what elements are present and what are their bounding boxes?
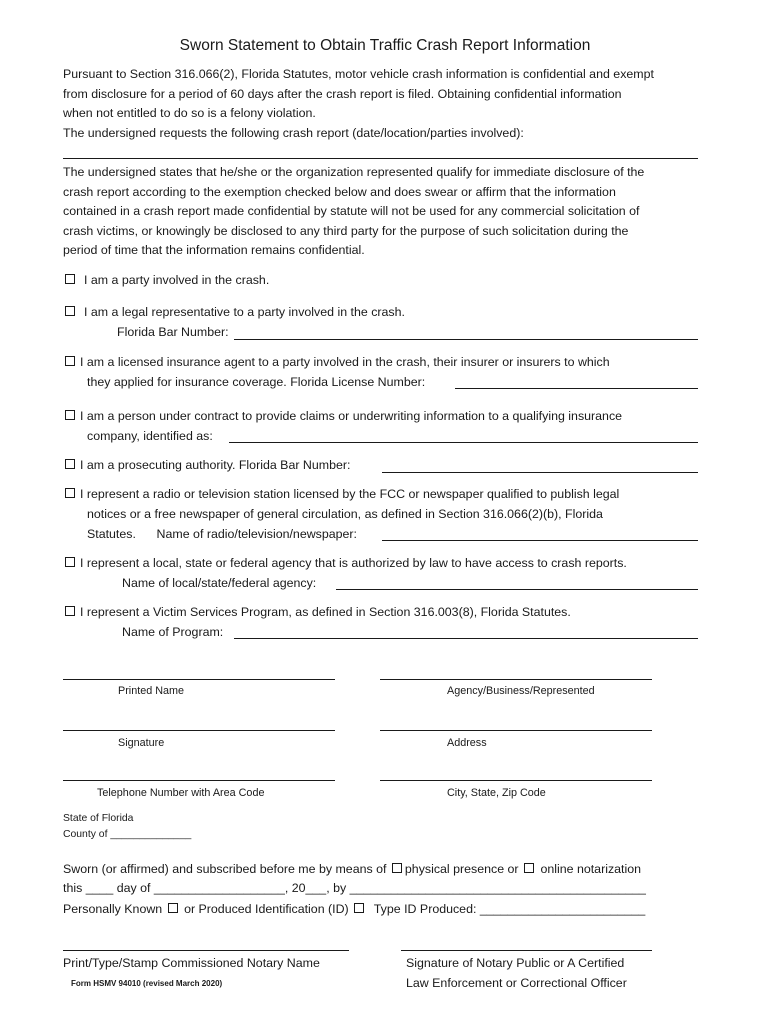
notary-signature-caption-1: Signature of Notary Public or A Certified: [406, 956, 625, 970]
form-number: Form HSMV 94010 (revised March 2020): [71, 979, 223, 988]
victim-checkbox[interactable]: [65, 606, 75, 616]
physical-presence-checkbox[interactable]: [392, 863, 402, 873]
insurance-label: I am a licensed insurance agent to a party involved in the crash, their insurer or insurers to which: [80, 355, 610, 369]
agency-represented-field[interactable]: [380, 679, 652, 680]
venue-county: County of ______________: [63, 829, 192, 840]
victim-label: I represent a Victim Services Program, as defined in Section 316.003(8), Florida Statutes.: [80, 605, 571, 619]
address-field[interactable]: [380, 730, 652, 731]
declaration-line: period of time that the information remains confidential.: [63, 243, 365, 258]
legal-label: I am a legal representative to a party involved in the crash.: [84, 305, 405, 319]
media-line-2: notices or a free newspaper of general circulation, as defined in Section 316.066(2)(b), Florida: [87, 507, 603, 521]
option-media: [65, 487, 619, 501]
notary-name-caption: Print/Type/Stamp Commissioned Notary Name: [63, 956, 320, 970]
party-checkbox[interactable]: [65, 274, 75, 284]
media-name-label: Statutes. Name of radio/television/newspaper:: [87, 527, 357, 541]
option-victim: [65, 605, 571, 619]
prosecuting-bar-number-field[interactable]: [382, 472, 698, 473]
florida-license-label: they applied for insurance coverage. Florida License Number:: [87, 375, 426, 389]
option-legal: [65, 305, 405, 319]
florida-bar-number-label: Florida Bar Number:: [117, 325, 229, 339]
option-insurance: [65, 355, 610, 369]
city-caption: City, State, Zip Code: [447, 787, 546, 799]
printed-name-caption: Printed Name: [118, 685, 185, 697]
produced-id-text: or Produced Identification (ID): [180, 902, 353, 916]
form-title: Sworn Statement to Obtain Traffic Crash Report Information: [179, 37, 591, 54]
declaration-line: crash report according to the exemption checked below and does swear or affirm that the information: [63, 184, 616, 199]
personally-known-text: Personally Known: [63, 902, 166, 916]
city-state-zip-field[interactable]: [380, 780, 652, 781]
declaration-line: The undersigned states that he/she or the organization represented qualify for immediate disclosure of the: [63, 165, 645, 179]
program-name-field[interactable]: [234, 638, 698, 639]
prosecuting-label: I am a prosecuting authority. Florida Bar Number:: [80, 458, 351, 472]
florida-bar-number-field[interactable]: [234, 339, 698, 340]
media-checkbox[interactable]: [65, 488, 75, 498]
online-notarization-checkbox[interactable]: [524, 863, 534, 873]
declaration-line: crash victims, or knowingly be disclosed to any third party for the purpose of such solicitation during the: [63, 223, 629, 238]
produced-id-checkbox[interactable]: [354, 903, 364, 913]
sworn-line: [63, 862, 641, 876]
option-contract: [65, 409, 622, 423]
declaration-line: contained in a crash report made confidential by statute will not be used for any commercial solicitation of: [63, 204, 640, 219]
media-name-field[interactable]: [382, 540, 698, 541]
intro-line: The undersigned requests the following crash report (date/location/parties involved):: [63, 125, 524, 140]
signature-caption: Signature: [118, 737, 165, 749]
company-identified-label: company, identified as:: [87, 429, 213, 443]
notary-signature-caption-2: Law Enforcement or Correctional Officer: [406, 976, 627, 990]
option-prosecuting: [65, 458, 350, 472]
intro-paragraph: [63, 65, 654, 143]
notary-signature-field[interactable]: [401, 950, 652, 951]
declaration-paragraph: [63, 163, 644, 261]
insurance-checkbox[interactable]: [65, 356, 75, 366]
option-agency: [65, 556, 627, 570]
signature-field[interactable]: [63, 730, 335, 731]
sworn-text-b: physical presence or: [404, 862, 522, 876]
printed-name-field[interactable]: [63, 679, 335, 680]
agency-name-label: Name of local/state/federal agency:: [122, 576, 317, 590]
address-caption: Address: [447, 737, 487, 749]
program-name-label: Name of Program:: [122, 625, 224, 639]
type-id-text: Type ID Produced: ________________________: [367, 902, 646, 916]
personally-known-checkbox[interactable]: [168, 903, 178, 913]
crash-report-details-field[interactable]: [63, 158, 698, 159]
prosecuting-checkbox[interactable]: [65, 459, 75, 469]
identification-line: [63, 902, 645, 916]
intro-line: when not entitled to do so is a felony violation.: [63, 106, 316, 121]
legal-checkbox[interactable]: [65, 306, 75, 316]
company-identified-field[interactable]: [229, 442, 698, 443]
telephone-caption: Telephone Number with Area Code: [97, 787, 265, 799]
sworn-text-c: online notarization: [537, 862, 642, 876]
florida-license-number-field[interactable]: [455, 388, 698, 389]
contract-label: I am a person under contract to provide claims or underwriting information to a qualifying insurance: [80, 409, 623, 423]
agency-label: I represent a local, state or federal agency that is authorized by law to have access to crash reports.: [80, 556, 627, 570]
telephone-field[interactable]: [63, 780, 335, 781]
agency-caption: Agency/Business/Represented: [447, 685, 595, 697]
media-label: I represent a radio or television station licensed by the FCC or newspaper qualified to publish legal: [80, 487, 620, 501]
contract-checkbox[interactable]: [65, 410, 75, 420]
venue-state: State of Florida: [63, 813, 134, 824]
party-label: I am a party involved in the crash.: [84, 273, 270, 287]
agency-checkbox[interactable]: [65, 557, 75, 567]
option-party: [65, 273, 269, 287]
intro-line: from disclosure for a period of 60 days after the crash report is filed. Obtaining confidential information: [63, 86, 622, 101]
notary-date-line: this ____ day of ___________________, 20___, by ___________________________________________: [63, 881, 646, 895]
notary-name-field[interactable]: [63, 950, 349, 951]
intro-line: Pursuant to Section 316.066(2), Florida Statutes, motor vehicle crash information is confidential and exempt: [63, 67, 654, 81]
agency-name-field[interactable]: [336, 589, 698, 590]
sworn-text-a: Sworn (or affirmed) and subscribed before me by means of: [63, 862, 390, 876]
